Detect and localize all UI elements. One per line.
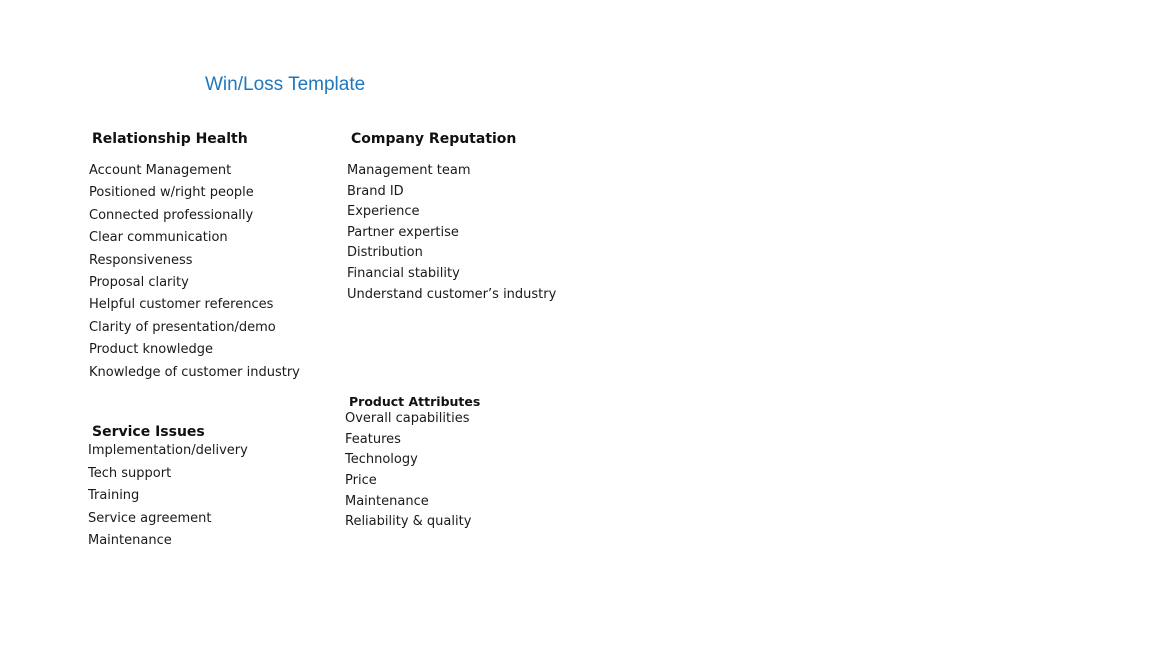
- company-reputation-list: [347, 161, 556, 305]
- list-item: Maintenance: [345, 493, 429, 509]
- list-item: Overall capabilities: [345, 411, 470, 426]
- product-attributes-list: [345, 409, 480, 533]
- list-item: Clear communication: [89, 230, 228, 246]
- list-item: Positioned w/right people: [89, 185, 254, 201]
- list-item: Tech support: [88, 465, 172, 481]
- list-item: Partner expertise: [347, 224, 459, 240]
- company-reputation-heading: Company Reputation: [351, 131, 517, 147]
- list-item: Distribution: [347, 245, 423, 261]
- list-item: Responsiveness: [89, 252, 193, 268]
- list-item: Experience: [347, 204, 420, 220]
- list-item: Training: [88, 488, 140, 503]
- list-item: Proposal clarity: [89, 274, 189, 290]
- list-item: Knowledge of customer industry: [89, 364, 300, 380]
- service-issues-list: [88, 440, 248, 553]
- list-item: Connected professionally: [89, 207, 254, 223]
- list-item: Reliability & quality: [345, 514, 472, 530]
- list-item: Brand ID: [347, 183, 404, 199]
- list-item: Price: [345, 473, 377, 489]
- list-item: Account Management: [89, 163, 232, 178]
- relationship-health-section: [89, 131, 300, 384]
- product-attributes-heading: Product Attributes: [349, 394, 481, 409]
- relationship-health-list: [89, 160, 300, 384]
- product-attributes-section: [345, 394, 481, 533]
- list-item: Maintenance: [88, 533, 172, 548]
- list-item: Understand customer’s industry: [347, 286, 557, 302]
- list-item: Financial stability: [347, 265, 460, 281]
- relationship-health-heading: Relationship Health: [92, 131, 248, 147]
- list-item: Clarity of presentation/demo: [89, 319, 276, 335]
- service-issues-heading: Service Issues: [92, 424, 205, 440]
- list-item: Service agreement: [88, 510, 212, 526]
- list-item: Implementation/delivery: [88, 443, 248, 458]
- page-title: Win/Loss Template: [205, 74, 366, 95]
- company-reputation-section: [347, 131, 557, 305]
- service-issues-section: [88, 424, 248, 553]
- list-item: Helpful customer references: [89, 297, 274, 313]
- list-item: Management team: [347, 163, 471, 178]
- list-item: Features: [345, 431, 401, 447]
- list-item: Product knowledge: [89, 342, 213, 358]
- list-item: Technology: [345, 452, 418, 468]
